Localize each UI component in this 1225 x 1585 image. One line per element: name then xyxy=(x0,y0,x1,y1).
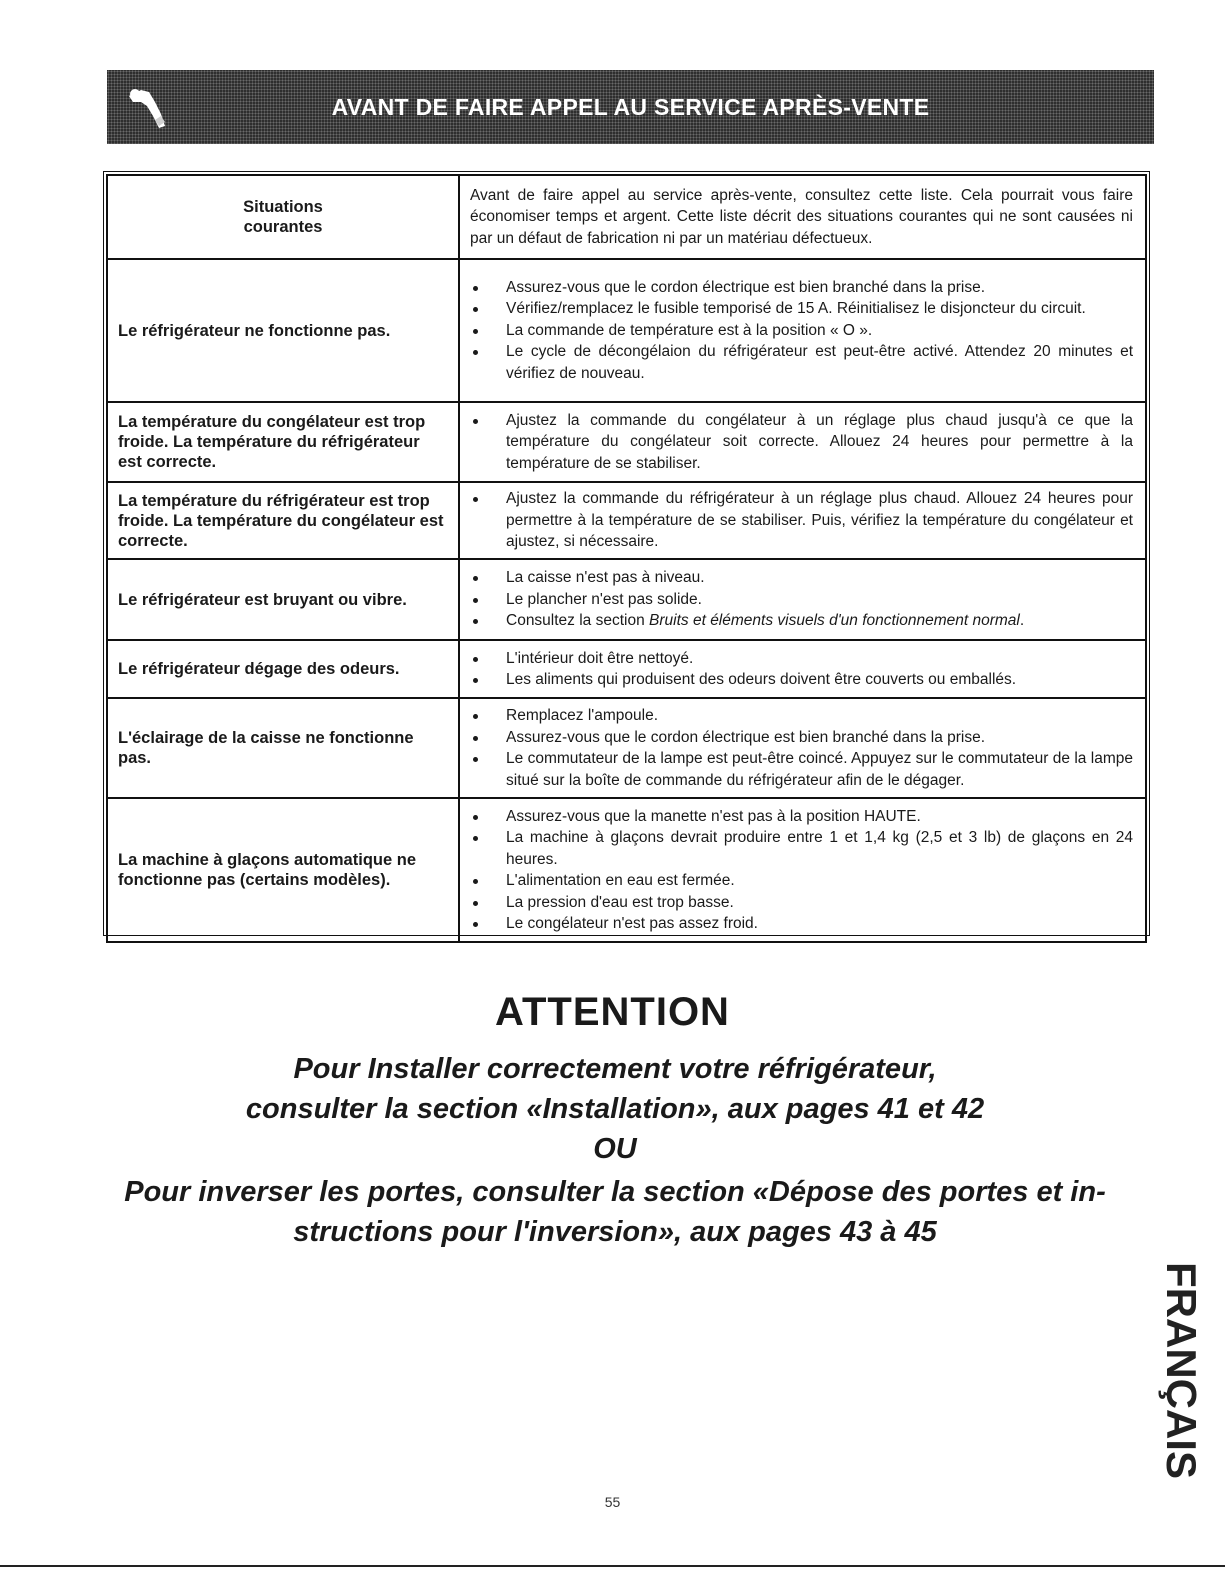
attention-line: consulter la section «Installation», aux pages 41 et 42 xyxy=(245,1093,985,1125)
list-item: Remplacez l'ampoule. xyxy=(470,705,1133,727)
list-item: Le commutateur de la lampe est peut-être coincé. Appuyez sur le commutateur de la lampe situé sur la boîte de commande du réfrigérateur afin de le dégager. xyxy=(470,748,1133,791)
solution-list xyxy=(470,277,1133,385)
list-item: La commande de température est à la position « O ». xyxy=(470,320,1133,342)
list-item: La pression d'eau est trop basse. xyxy=(470,892,1133,914)
solution-cell xyxy=(459,402,1146,482)
table-row xyxy=(107,798,1146,942)
page-number: 55 xyxy=(604,1494,621,1510)
list-item: Vérifiez/remplacez le fusible temporisé de 15 A. Réinitialisez le disjoncteur du circuit. xyxy=(470,298,1133,320)
list-item: La caisse n'est pas à niveau. xyxy=(470,567,1133,589)
table-row xyxy=(107,640,1146,698)
solution-cell xyxy=(459,640,1146,698)
section-reference: Bruits et éléments visuels d'un fonctionnement normal xyxy=(649,612,1020,630)
attention-line: Pour inverser les portes, consulter la section «Dépose des portes et in- xyxy=(124,1176,1106,1208)
language-side-label: FRANÇAIS xyxy=(1158,1262,1205,1479)
list-item: Le congélateur n'est pas assez froid. xyxy=(470,913,1133,935)
attention-line: OU xyxy=(593,1133,637,1165)
solution-cell xyxy=(459,482,1146,559)
attention-line: structions pour l'inversion», aux pages 43 à 45 xyxy=(293,1216,937,1248)
table-row xyxy=(107,559,1146,640)
solution-list xyxy=(470,488,1133,553)
list-item: Les aliments qui produisent des odeurs doivent être couverts ou emballés. xyxy=(470,669,1133,691)
solution-list xyxy=(470,567,1133,632)
list-item: Consultez la section Bruits et éléments visuels d'un fonctionnement normal. xyxy=(470,610,1133,632)
list-item: Assurez-vous que la manette n'est pas à la position HAUTE. xyxy=(470,806,1133,828)
header-situations-line2: courantes xyxy=(243,218,323,236)
attention-line: Pour Installer correctement votre réfrigérateur, xyxy=(293,1053,937,1085)
header-banner xyxy=(107,70,1154,144)
solution-cell xyxy=(459,559,1146,640)
solution-list xyxy=(470,705,1133,791)
situation-cell: La température du congélateur est trop froide. La température du réfrigérateur est correcte. xyxy=(107,402,459,482)
solution-list xyxy=(470,648,1133,691)
solution-cell xyxy=(459,798,1146,942)
list-item: Le cycle de décongélaion du réfrigérateur est peut-être activé. Attendez 20 minutes et vérifiez de nouveau. xyxy=(470,341,1133,384)
situation-cell: Le réfrigérateur dégage des odeurs. xyxy=(107,640,459,698)
solution-list xyxy=(470,410,1133,475)
list-item: Le plancher n'est pas solide. xyxy=(470,589,1133,611)
page-title: AVANT DE FAIRE APPEL AU SERVICE APRÈS-VENTE xyxy=(331,93,930,120)
troubleshooting-table-frame xyxy=(103,171,1150,936)
service-technician-icon xyxy=(121,80,181,134)
troubleshooting-table xyxy=(106,174,1147,943)
situation-cell: La machine à glaçons automatique ne fonctionne pas (certains modèles). xyxy=(107,798,459,942)
table-row xyxy=(107,259,1146,402)
header-situations-line1: Situations xyxy=(243,198,323,216)
solution-cell xyxy=(459,259,1146,402)
table-row xyxy=(107,482,1146,559)
header-situations xyxy=(107,175,459,259)
situation-cell: Le réfrigérateur est bruyant ou vibre. xyxy=(107,559,459,640)
situation-cell: Le réfrigérateur ne fonctionne pas. xyxy=(107,259,459,402)
attention-heading: ATTENTION xyxy=(495,990,730,1034)
list-item: La machine à glaçons devrait produire entre 1 et 1,4 kg (2,5 et 3 lb) de glaçons en 24 heures. xyxy=(470,827,1133,870)
list-item: Ajustez la commande du congélateur à un réglage plus chaud jusqu'à ce que la température du congélateur soit correcte. Allouez 24 heures pour permettre à la température de se stabiliser. xyxy=(470,410,1133,475)
list-item: L'intérieur doit être nettoyé. xyxy=(470,648,1133,670)
solution-list xyxy=(470,806,1133,935)
list-item: Assurez-vous que le cordon électrique est bien branché dans la prise. xyxy=(470,727,1133,749)
table-row xyxy=(107,402,1146,482)
situation-cell: L'éclairage de la caisse ne fonctionne pas. xyxy=(107,698,459,798)
list-item: L'alimentation en eau est fermée. xyxy=(470,870,1133,892)
solution-cell xyxy=(459,698,1146,798)
table-row xyxy=(107,698,1146,798)
list-item: Assurez-vous que le cordon électrique est bien branché dans la prise. xyxy=(470,277,1133,299)
table-header-row xyxy=(107,175,1146,259)
situation-cell: La température du réfrigérateur est trop froide. La température du congélateur est correcte. xyxy=(107,482,459,559)
bottom-rule xyxy=(0,1565,1225,1567)
list-item: Ajustez la commande du réfrigérateur à un réglage plus chaud. Allouez 24 heures pour permettre à la température de se stabiliser. Puis, vérifiez la température du congélateur et ajustez, si nécessaire. xyxy=(470,488,1133,553)
header-intro: Avant de faire appel au service après-vente, consultez cette liste. Cela pourrait vous faire économiser temps et argent. Cette liste décrit des situations courantes qui ne sont causées ni par un défaut de fabrication ni par un matériau défectueux. xyxy=(459,175,1146,259)
